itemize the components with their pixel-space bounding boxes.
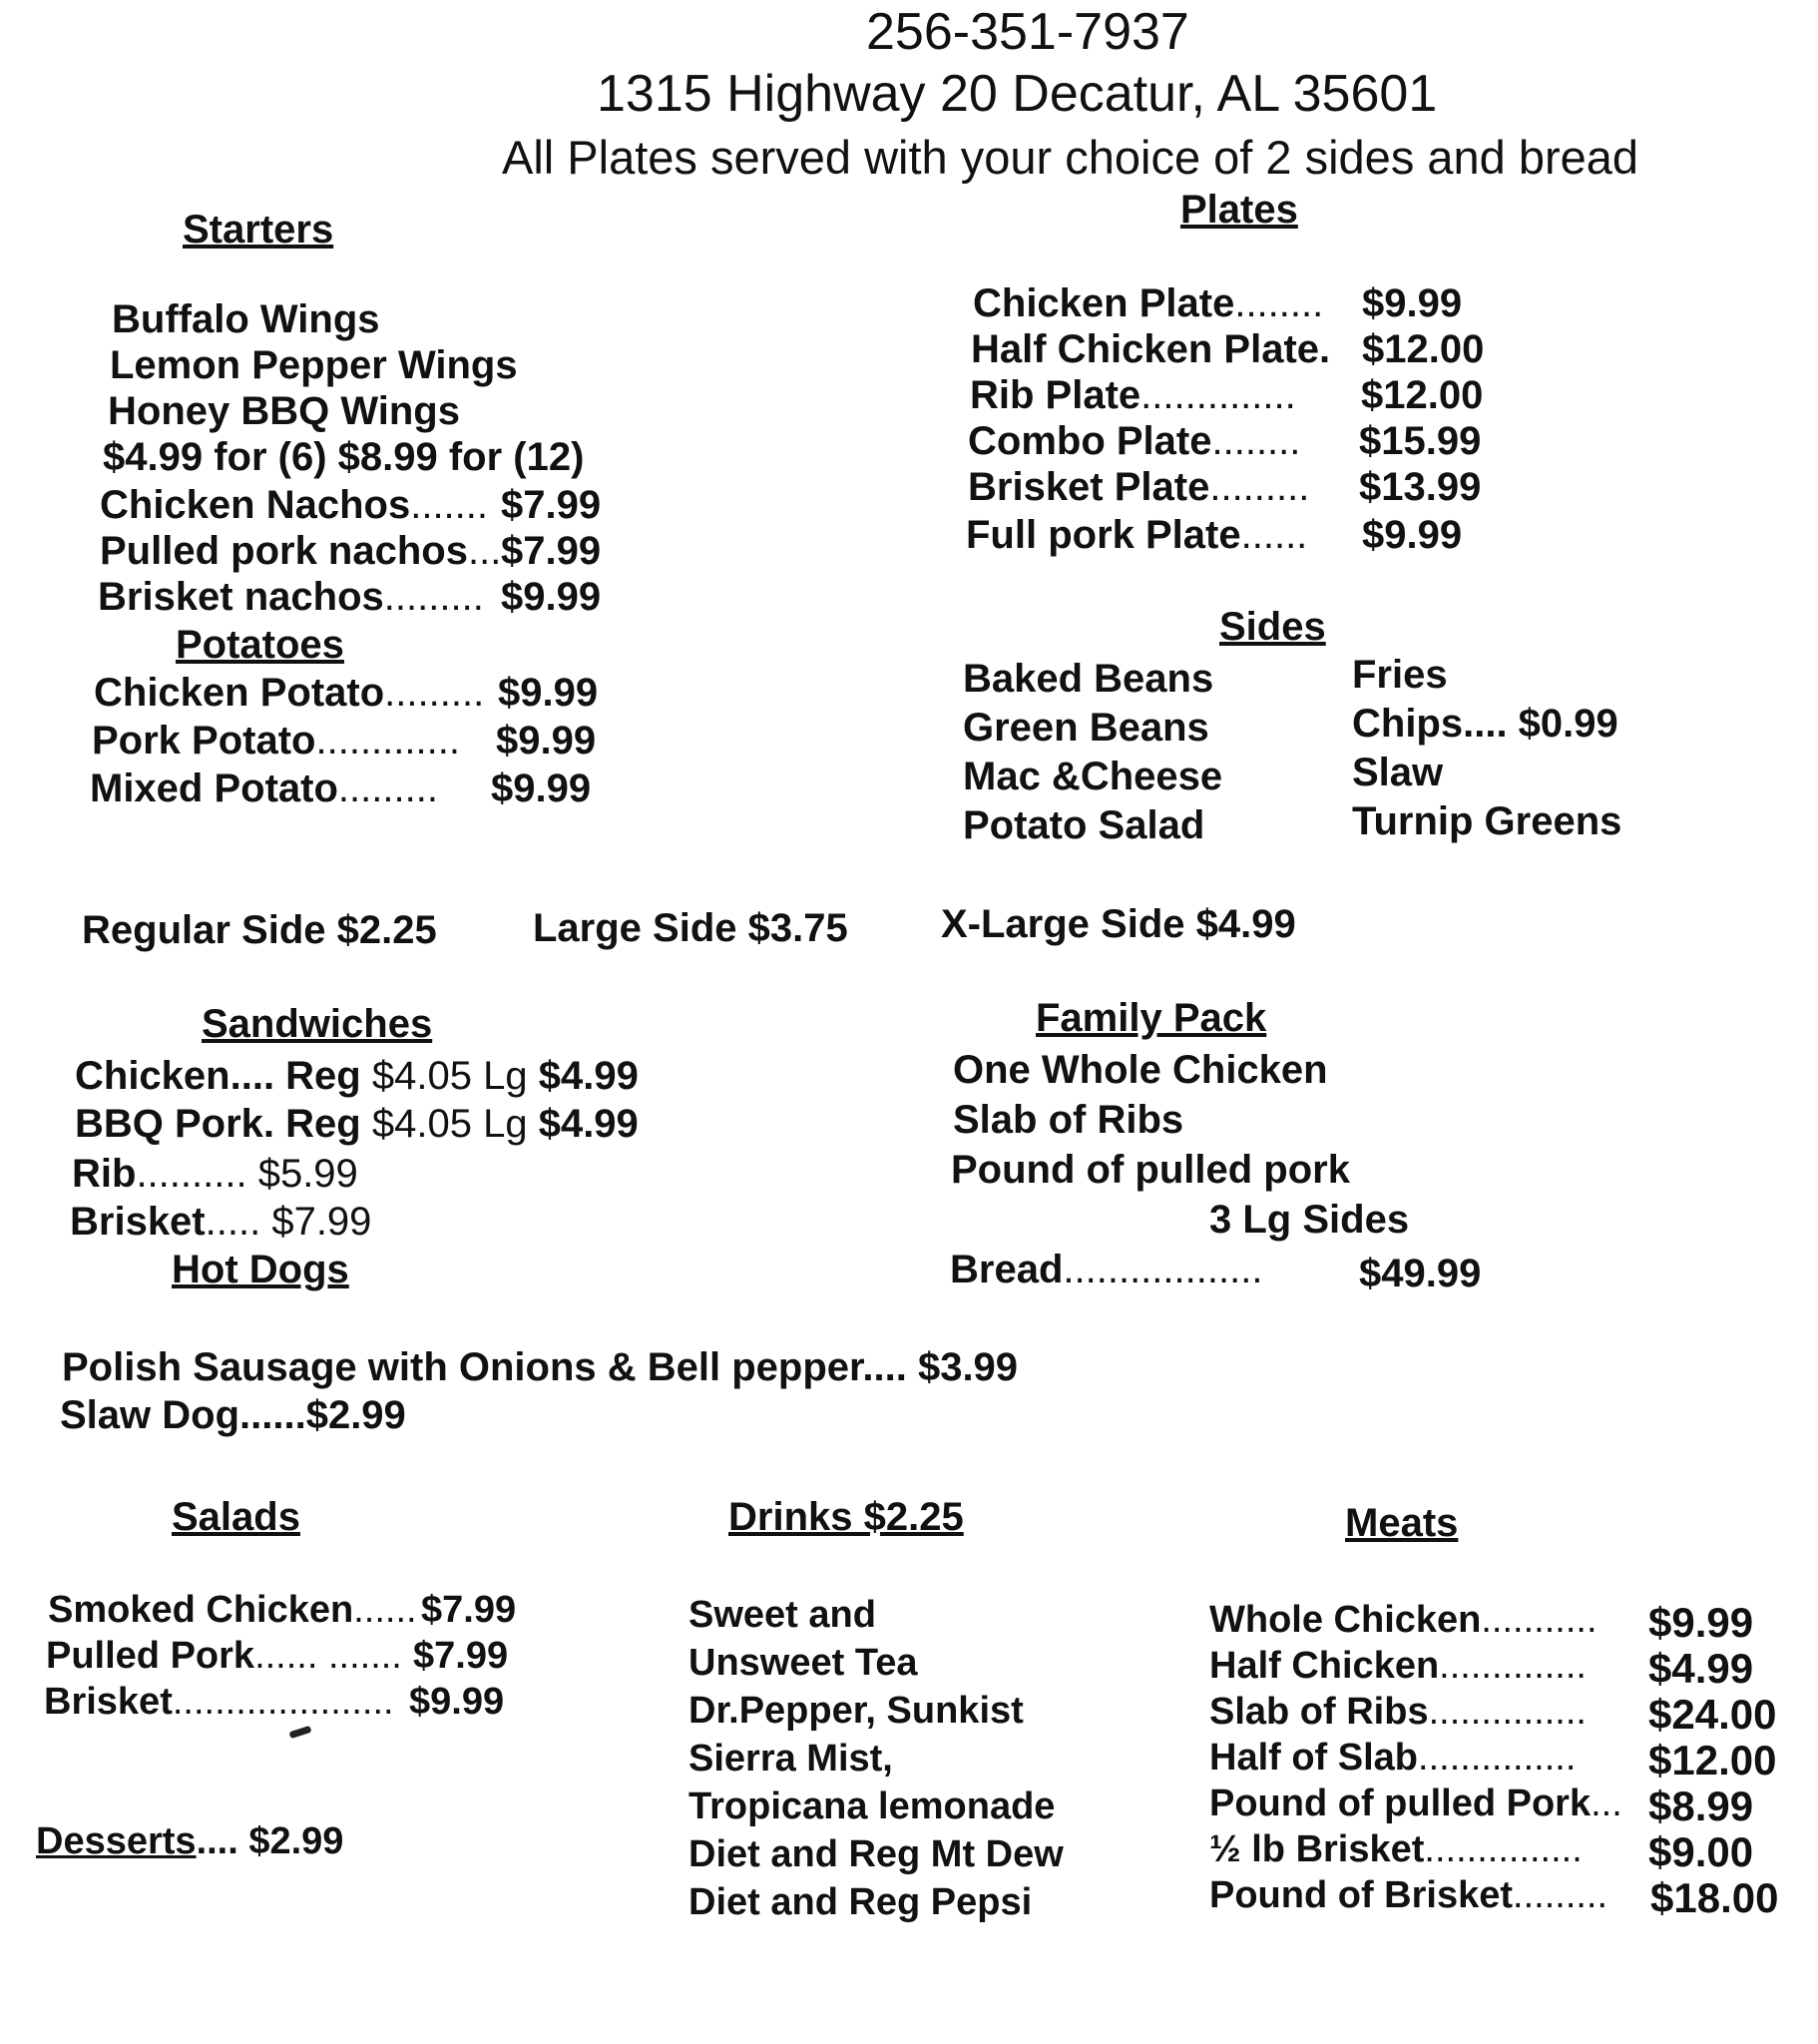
item-lg-label: Lg <box>483 1054 528 1098</box>
side-item: Baked Beans <box>963 657 1214 701</box>
hot-dog-item: Slaw Dog......$2.99 <box>60 1393 406 1437</box>
item-dots: ......... <box>337 766 438 810</box>
sandwich-item <box>75 1054 639 1099</box>
item-price: $7.99 <box>501 529 602 573</box>
sides-left-list <box>963 655 1222 850</box>
item-dots: ..................... <box>172 1681 394 1723</box>
item-name: Rib Plate <box>970 373 1141 417</box>
item-price: $5.99 <box>257 1152 358 1196</box>
potatoes-heading: Potatoes <box>176 623 344 667</box>
wing-item: Honey BBQ Wings <box>108 389 460 433</box>
item-name: Whole Chicken <box>1209 1599 1482 1641</box>
plates-note: All Plates served with your choice of 2 sides and bread <box>502 131 1639 184</box>
menu-item <box>94 671 613 716</box>
item-name: Full pork Plate <box>966 513 1241 557</box>
menu-item <box>98 575 607 620</box>
drink-line: Tropicana lemonade <box>688 1786 1056 1827</box>
side-item: Potato Salad <box>963 803 1205 847</box>
item-name: Chicken Nachos <box>100 483 411 527</box>
menu-item <box>100 483 609 528</box>
item-price: $9.99 <box>409 1681 505 1723</box>
item-name: Chicken Potato <box>94 671 385 715</box>
item-name: Pulled pork nachos <box>100 529 468 573</box>
item-name: Half Chicken <box>1209 1645 1440 1687</box>
item-price: $9.99 <box>501 575 602 619</box>
item-dots: ........ <box>1234 281 1324 325</box>
side-item: Slaw <box>1352 751 1444 794</box>
wing-item: Lemon Pepper Wings <box>110 343 518 387</box>
hot-dogs-heading: Hot Dogs <box>172 1248 349 1291</box>
menu-item <box>46 1635 525 1678</box>
item-name: Pound of Brisket <box>1209 1874 1514 1916</box>
drink-line: Dr.Pepper, Sunkist <box>688 1690 1024 1732</box>
plates-heading: Plates <box>1180 188 1298 232</box>
menu-item <box>1209 1599 1808 1646</box>
item-price: $13.99 <box>1359 465 1482 509</box>
item-price: $7.99 <box>501 483 602 527</box>
item-name: Pound of pulled Pork <box>1209 1783 1591 1824</box>
stray-ink-mark <box>288 1726 311 1739</box>
item-dots: ............... <box>1418 1737 1577 1779</box>
item-price: $9.99 <box>1362 281 1463 325</box>
item-price: $12.00 <box>1362 327 1485 371</box>
menu-item <box>1209 1874 1808 1921</box>
sandwich-item <box>72 1152 358 1197</box>
item-name: Brisket Plate <box>968 465 1210 509</box>
family-pack-line: One Whole Chicken <box>953 1048 1328 1092</box>
item-price: $9.99 <box>1648 1599 1754 1646</box>
large-side-price: Large Side $3.75 <box>533 906 848 950</box>
side-item: Mac &Cheese <box>963 755 1223 798</box>
family-pack-heading: Family Pack <box>1036 996 1267 1040</box>
item-price: $9.99 <box>1362 513 1463 557</box>
item-dots: ......... <box>1513 1874 1608 1916</box>
sandwiches-heading: Sandwiches <box>202 1002 433 1046</box>
address: 1315 Highway 20 Decatur, AL 35601 <box>597 65 1438 123</box>
item-name: Bread <box>950 1248 1064 1291</box>
item-price-reg: $4.05 <box>371 1054 472 1098</box>
item-price: $9.99 <box>498 671 599 715</box>
item-dots: .......... <box>136 1152 247 1196</box>
item-dots: ... <box>1591 1783 1622 1824</box>
menu-item <box>971 327 1490 372</box>
desserts-line <box>36 1820 343 1863</box>
drink-line: Sweet and <box>688 1594 876 1636</box>
menu-item <box>92 719 611 764</box>
item-price: $8.99 <box>1648 1783 1754 1829</box>
sandwich-item <box>70 1200 371 1245</box>
item-lg-label: Lg <box>483 1102 528 1146</box>
item-name: Half of Slab <box>1209 1737 1419 1779</box>
item-name: Chicken.... Reg <box>75 1054 361 1098</box>
item-price-lg: $4.99 <box>538 1054 639 1098</box>
item-dots: ..... <box>205 1200 261 1244</box>
hot-dog-item: Polish Sausage with Onions & Bell pepper.... $3.99 <box>62 1345 1019 1389</box>
item-price: $9.00 <box>1648 1828 1754 1875</box>
drinks-list <box>688 1591 1064 1926</box>
item-name: Pork Potato <box>92 719 316 763</box>
family-pack-line: Slab of Ribs <box>953 1098 1184 1142</box>
item-dots: .............. <box>1140 373 1296 417</box>
item-price: $4.99 <box>1648 1645 1754 1692</box>
item-price: $12.00 <box>1648 1737 1777 1784</box>
item-dots: ........ <box>1211 419 1301 463</box>
desserts-price: .... $2.99 <box>196 1820 344 1862</box>
side-item: Chips.... $0.99 <box>1352 702 1618 746</box>
menu-item <box>48 1589 527 1632</box>
item-dots: .............. <box>1439 1645 1587 1687</box>
item-price: $49.99 <box>1359 1252 1482 1295</box>
desserts-heading: Desserts <box>36 1820 197 1862</box>
menu-item <box>966 513 1485 558</box>
item-dots: ...... ....... <box>254 1635 402 1677</box>
item-price: $7.99 <box>413 1635 509 1677</box>
menu-item <box>100 529 609 574</box>
drink-line: Diet and Reg Mt Dew <box>688 1833 1064 1875</box>
item-price: $7.99 <box>271 1200 372 1244</box>
item-name: Pulled Pork <box>46 1635 255 1677</box>
family-pack-price-line <box>950 1248 1509 1295</box>
drink-line: Diet and Reg Pepsi <box>688 1881 1033 1923</box>
item-dots: ............... <box>1428 1691 1587 1733</box>
item-dots: ......... <box>1209 465 1310 509</box>
item-dots: ........... <box>1481 1599 1597 1641</box>
item-dots: ...... <box>1240 513 1308 557</box>
salads-heading: Salads <box>172 1495 300 1539</box>
side-item: Turnip Greens <box>1352 799 1622 843</box>
sides-heading: Sides <box>1219 605 1326 649</box>
xlarge-side-price: X-Large Side $4.99 <box>941 902 1296 946</box>
starters-heading: Starters <box>183 208 334 252</box>
wing-price: $4.99 for (6) $8.99 for (12) <box>103 435 585 479</box>
family-pack-line: Pound of pulled pork <box>951 1148 1350 1192</box>
sides-right-list <box>1352 651 1621 846</box>
item-dots: ......... <box>384 671 485 715</box>
side-item: Fries <box>1352 653 1448 697</box>
menu-item <box>44 1681 523 1724</box>
item-name: Brisket nachos <box>98 575 384 619</box>
item-name: Chicken Plate <box>973 281 1235 325</box>
family-pack-line: 3 Lg Sides <box>1209 1198 1410 1242</box>
drinks-heading: Drinks $2.25 <box>728 1495 964 1539</box>
item-name: Rib <box>72 1152 137 1196</box>
item-name: Smoked Chicken <box>48 1589 354 1631</box>
menu-item <box>1209 1737 1808 1784</box>
item-dots: ...... <box>353 1589 417 1631</box>
item-name: ½ lb Brisket <box>1209 1828 1425 1870</box>
item-dots: .................. <box>1063 1248 1263 1291</box>
menu-item <box>1209 1828 1808 1875</box>
item-name: Brisket <box>44 1681 173 1723</box>
item-name: Half Chicken Plate. <box>971 327 1331 371</box>
menu-item <box>1209 1645 1808 1692</box>
menu-item <box>970 373 1489 418</box>
item-dots: ....... <box>410 483 489 527</box>
regular-side-price: Regular Side $2.25 <box>82 908 437 952</box>
side-item: Green Beans <box>963 706 1209 750</box>
menu-item <box>968 419 1487 464</box>
item-name: Combo Plate <box>968 419 1212 463</box>
item-name: Brisket <box>70 1200 206 1244</box>
item-price: $24.00 <box>1648 1691 1777 1738</box>
phone-number: 256-351-7937 <box>866 3 1189 61</box>
item-price: $15.99 <box>1359 419 1482 463</box>
item-dots: ... <box>467 529 502 573</box>
item-price: $7.99 <box>421 1589 517 1631</box>
wing-item: Buffalo Wings <box>112 297 380 341</box>
meats-heading: Meats <box>1345 1501 1459 1545</box>
item-price-reg: $4.05 <box>371 1102 472 1146</box>
menu-item <box>1209 1783 1808 1829</box>
item-name: BBQ Pork. Reg <box>75 1102 361 1146</box>
item-price: $9.99 <box>496 719 597 763</box>
menu-item <box>90 766 609 811</box>
menu-item <box>973 281 1492 326</box>
sandwich-item <box>75 1102 639 1147</box>
menu-item <box>968 465 1487 510</box>
drink-line: Sierra Mist, <box>688 1738 893 1780</box>
item-price: $18.00 <box>1650 1874 1779 1921</box>
menu-item <box>1209 1691 1808 1738</box>
item-name: Slab of Ribs <box>1209 1691 1429 1733</box>
item-price: $12.00 <box>1361 373 1484 417</box>
item-price-lg: $4.99 <box>538 1102 639 1146</box>
drink-line: Unsweet Tea <box>688 1642 918 1684</box>
item-dots: ............. <box>315 719 460 763</box>
item-price: $9.99 <box>491 766 592 810</box>
item-dots: ............... <box>1424 1828 1583 1870</box>
item-dots: ......... <box>383 575 484 619</box>
item-name: Mixed Potato <box>90 766 338 810</box>
